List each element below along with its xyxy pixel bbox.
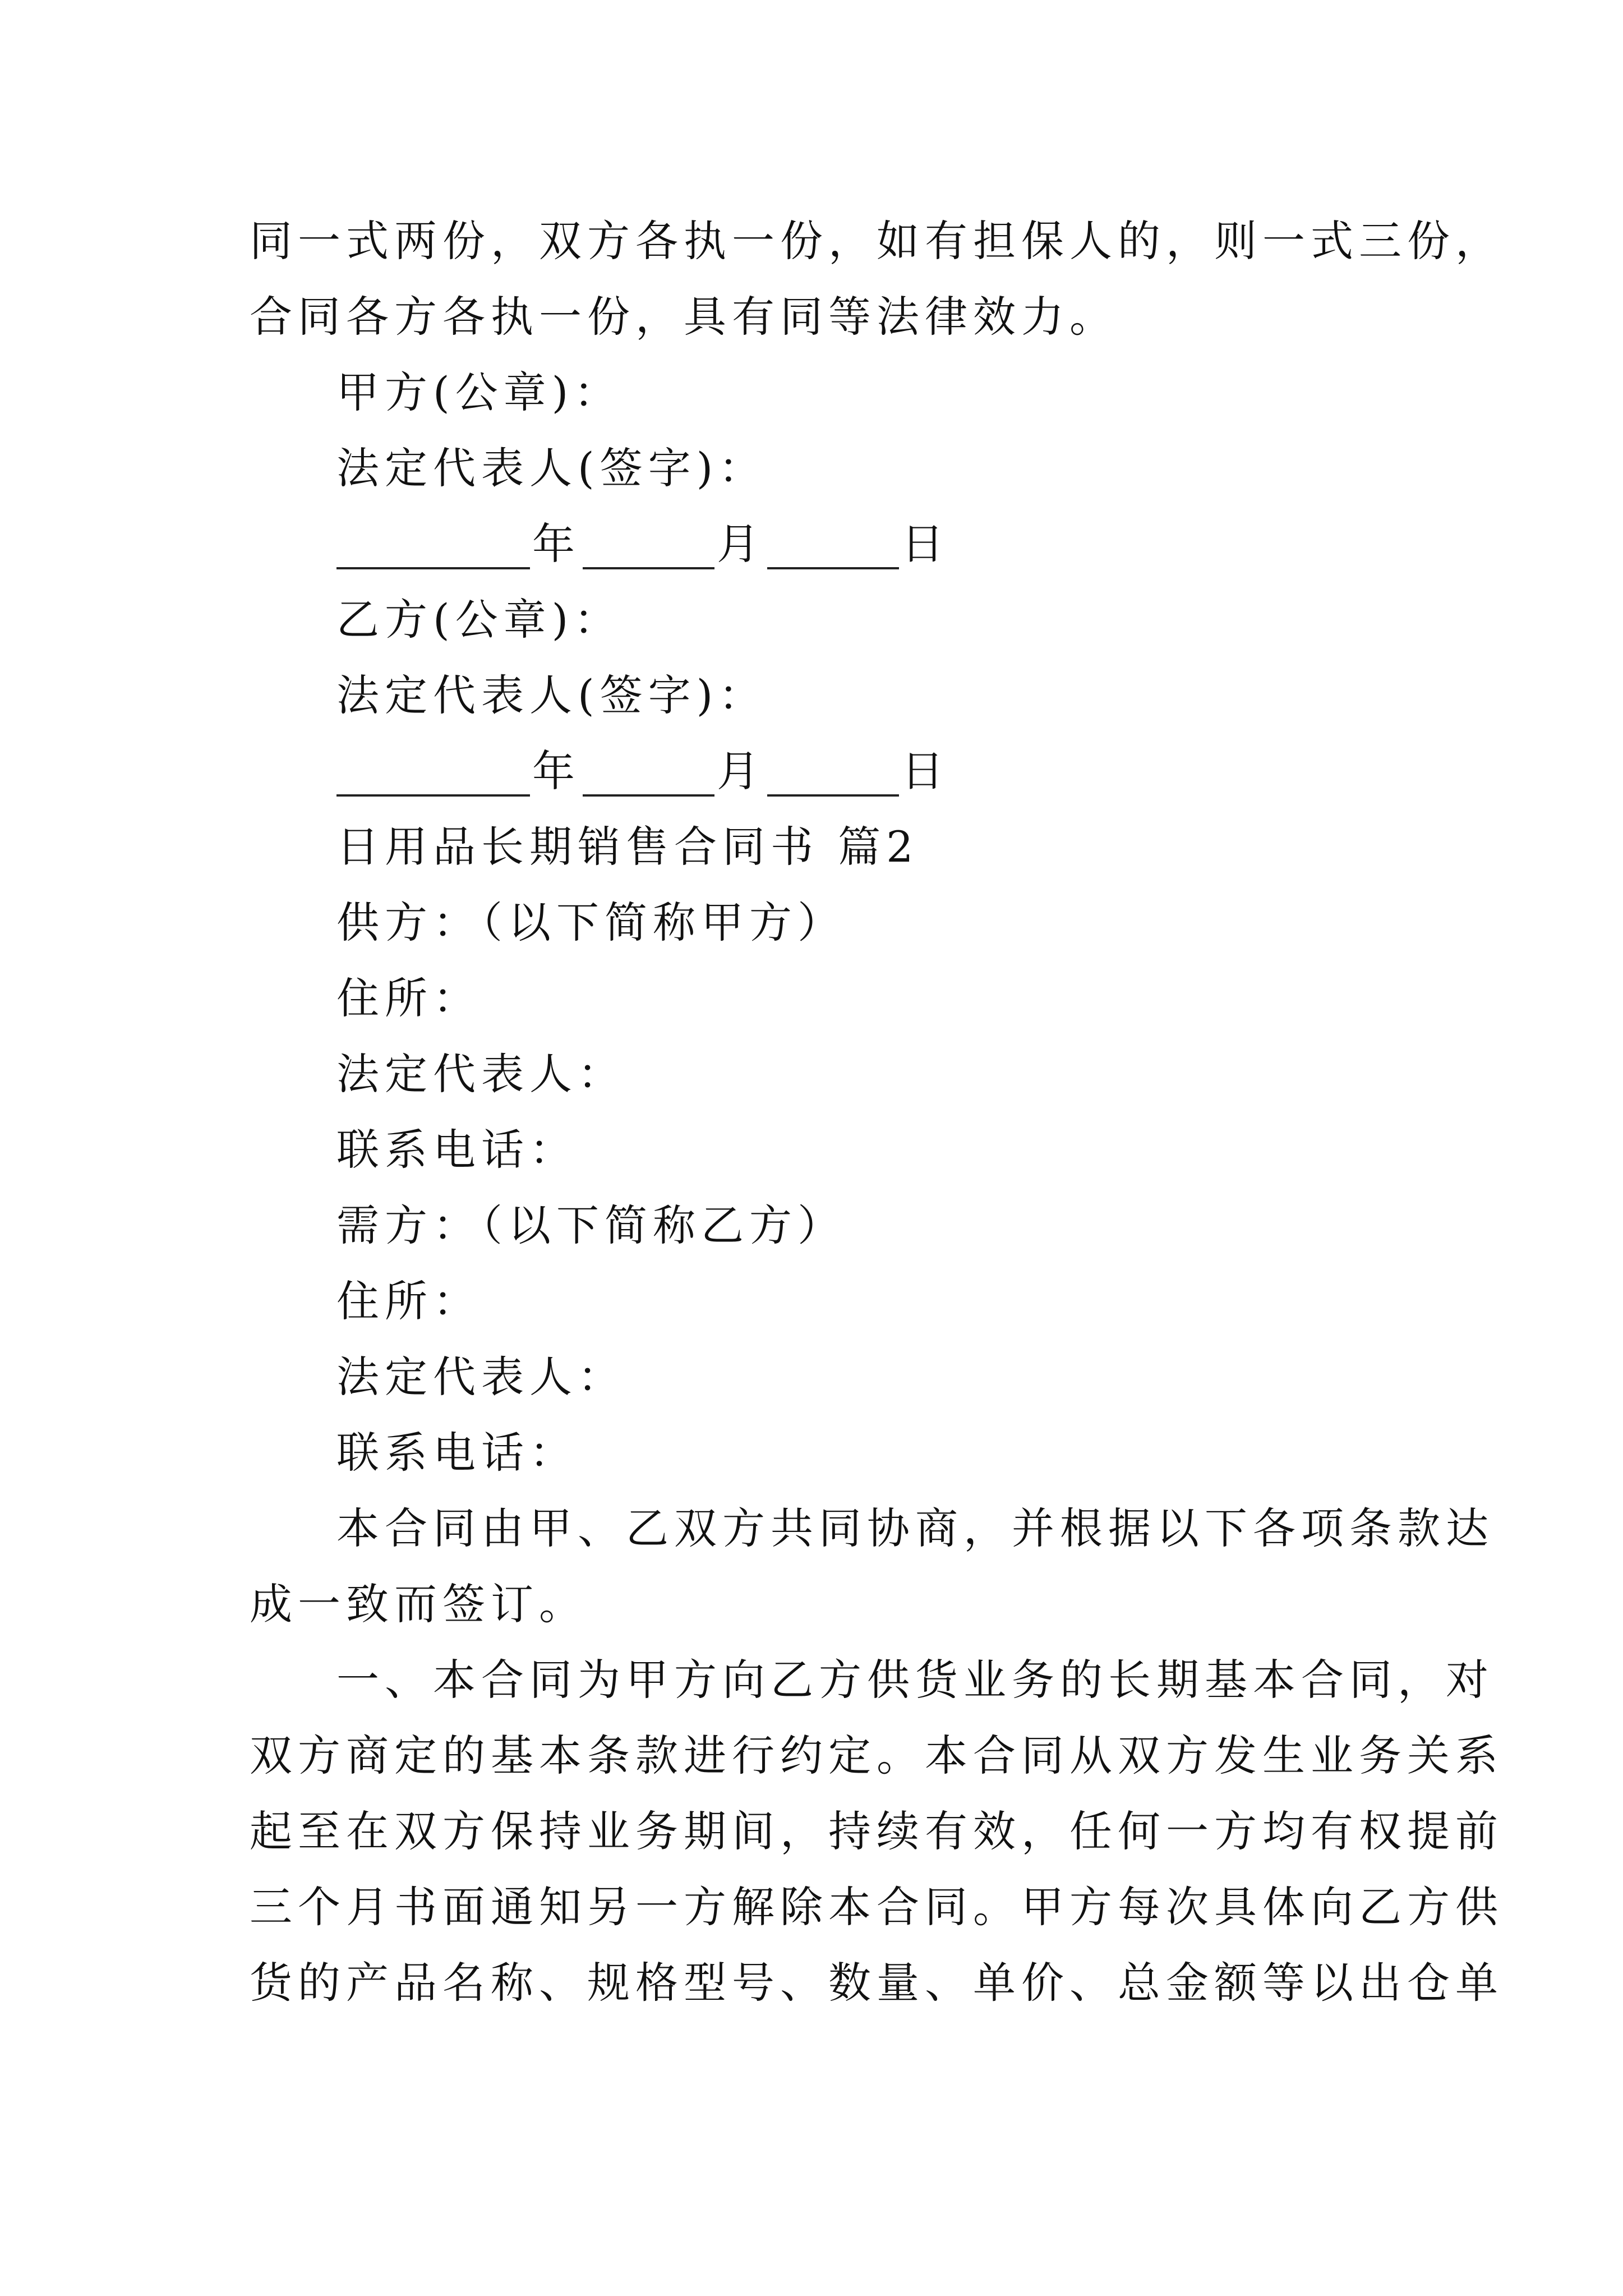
month-blank xyxy=(583,755,714,797)
year-blank xyxy=(336,755,530,797)
day-blank xyxy=(767,755,899,797)
paragraph-line: 合同各方各执一份，具有同等法律效力。 xyxy=(250,292,1118,342)
day-label: 日 xyxy=(901,746,949,796)
paragraph-line: 一、本合同为甲方向乙方供货业务的长期基本合同，对 xyxy=(336,1655,1494,1705)
paragraph-line: 成一致而签订。 xyxy=(250,1579,587,1629)
party-b-representative-label: 法定代表人(签字)： xyxy=(336,670,767,720)
paragraph-line: 起至在双方保持业务期间，持续有效，任何一方均有权提前 xyxy=(250,1806,1504,1856)
paragraph-line: 货的产品名称、规格型号、数量、单价、总金额等以出仓单 xyxy=(250,1958,1504,2008)
party-b-seal-label: 乙方(公章)： xyxy=(336,595,623,645)
day-blank xyxy=(767,528,899,569)
day-label: 日 xyxy=(901,519,949,569)
supplier-representative-label: 法定代表人： xyxy=(336,1049,626,1099)
paragraph-line: 同一式两份，双方各执一份，如有担保人的，则一式三份， xyxy=(250,216,1504,266)
party-a-seal-label: 甲方(公章)： xyxy=(336,367,623,417)
paragraph-line: 双方商定的基本条款进行约定。本合同从双方发生业务关系 xyxy=(250,1731,1504,1780)
buyer-representative-label: 法定代表人： xyxy=(336,1352,626,1402)
party-b-date-line xyxy=(336,746,952,797)
party-a-representative-label: 法定代表人(签字)： xyxy=(336,443,767,493)
buyer-address-label: 住所： xyxy=(336,1276,481,1326)
year-label: 年 xyxy=(532,519,580,569)
supplier-address-label: 住所： xyxy=(336,973,481,1023)
paragraph-line: 三个月书面通知另一方解除本合同。甲方每次具体向乙方供 xyxy=(250,1882,1504,1932)
paragraph-line: 本合同由甲、乙双方共同协商，并根据以下各项条款达 xyxy=(336,1503,1494,1553)
year-blank xyxy=(336,528,530,569)
month-label: 月 xyxy=(717,519,765,569)
month-blank xyxy=(583,528,714,569)
buyer-phone-label: 联系电话： xyxy=(336,1428,578,1478)
month-label: 月 xyxy=(717,746,765,796)
party-a-date-line xyxy=(336,519,952,569)
buyer-label: 需方：（以下简称乙方） xyxy=(336,1200,846,1250)
year-label: 年 xyxy=(532,746,580,796)
section-title: 日用品长期销售合同书 篇2 xyxy=(336,822,919,872)
supplier-phone-label: 联系电话： xyxy=(336,1125,578,1175)
supplier-label: 供方：（以下简称甲方） xyxy=(336,898,846,947)
